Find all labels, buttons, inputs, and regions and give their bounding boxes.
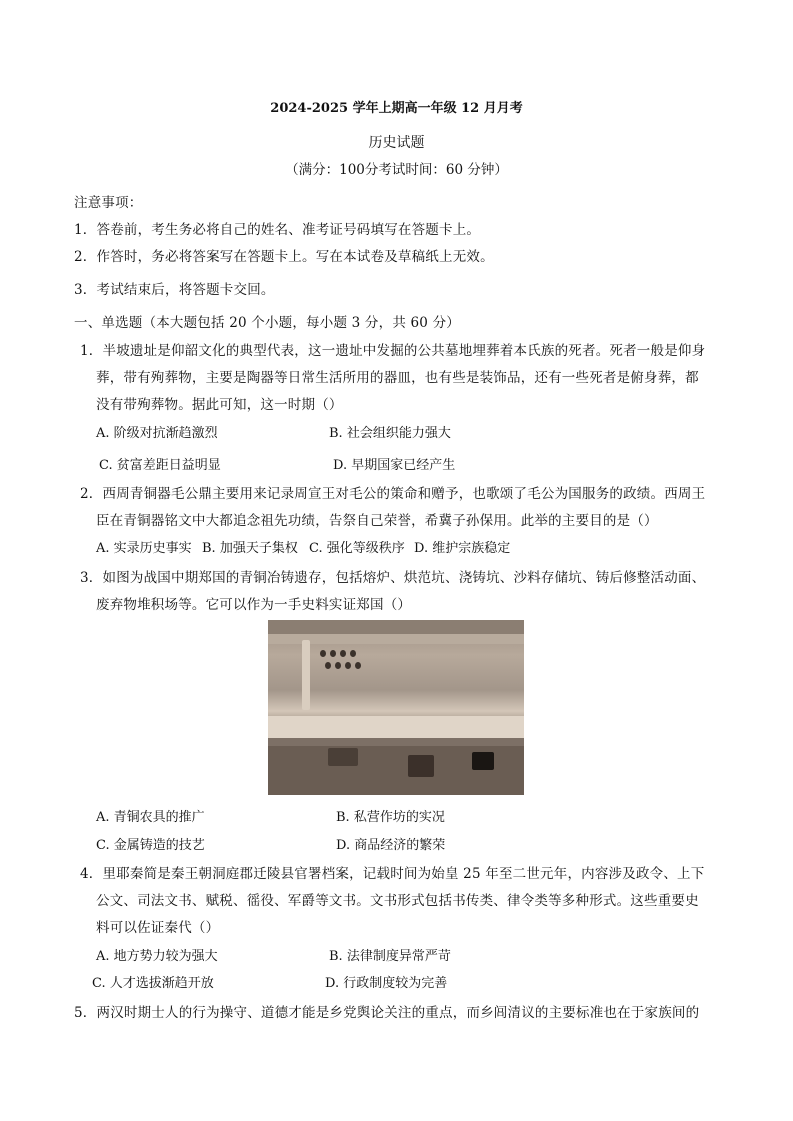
q1-option-b: B. 社会组织能力强大 [329,426,451,441]
q2-option-a: A. 实录历史事实 [96,541,192,556]
exam-info: （满分：100分考试时间：60 分钟） [285,162,508,178]
exam-title: 2024-2025 学年上期高一年级 12 月月考 [270,101,523,116]
note-item: 1．答卷前，考生务必将自己的姓名、准考证号码填写在答题卡上。 [74,222,481,238]
q4-line: 4．里耶秦简是秦王朝洞庭郡迁陵县官署档案，记载时间为始皇 25 年至二世元年，内容涉及政令、上下 [80,866,705,882]
q4-option-c: C. 人才选拔渐趋开放 [92,976,214,991]
note-item: 2．作答时，务必将答案写在答题卡上。写在本试卷及草稿纸上无效。 [74,249,494,265]
q1-line: 1．半坡遗址是仰韶文化的典型代表，这一遗址中发掘的公共墓地埋葬着本氏族的死者。死者一般是仰身 [80,343,706,359]
q4-option-d: D. 行政制度较为完善 [325,976,448,991]
q3-line: 3．如图为战国中期郑国的青铜冶铸遗存，包括熔炉、烘范坑、浇铸坑、沙料存储坑、铸后修整活动面、 [80,570,706,586]
subject-title: 历史试题 [368,135,425,151]
q2-option-d: D. 维护宗族稳定 [414,541,511,556]
q1-option-d: D. 早期国家已经产生 [333,458,456,473]
q2-line: 臣在青铜器铭文中大都追念祖先功绩，告祭自己荣誉，希冀子孙保用。此举的主要目的是（） [96,513,658,529]
q1-line: 没有带殉葬物。据此可知，这一时期（） [96,397,343,413]
q5-line: 5．两汉时期士人的行为操守、道德才能是乡党舆论关注的重点，而乡闾清议的主要标准也在于家族间的 [74,1005,700,1021]
casting-site-photo [268,620,524,795]
q3-option-d: D. 商品经济的繁荣 [336,838,446,853]
q3-line: 废弃物堆积场等。它可以作为一手史料实证郑国（） [96,597,412,613]
q4-line: 公文、司法文书、赋税、徭役、军爵等文书。文书形式包括书传类、律令类等多种形式。这些重要史 [96,893,699,909]
q1-option-c: C. 贫富差距日益明显 [99,458,221,473]
q2-line: 2．西周青铜器毛公鼎主要用来记录周宣王对毛公的策命和赠予，也歌颂了毛公为国服务的政绩。西周王 [80,486,706,502]
q1-option-a: A. 阶级对抗渐趋激烈 [96,426,218,441]
q4-line: 料可以佐证秦代（） [96,920,220,936]
q3-option-c: C. 金属铸造的技艺 [96,838,205,853]
section-heading: 一、单选题（本大题包括 20 个小题，每小题 3 分，共 60 分） [74,315,460,331]
q2-option-b: B. 加强天子集权 [202,541,298,556]
note-item: 3．考试结束后，将答题卡交回。 [74,282,275,298]
q2-option-c: C. 强化等级秩序 [309,541,405,556]
q3-option-a: A. 青铜农具的推广 [96,810,205,825]
q4-option-a: A. 地方势力较为强大 [96,949,218,964]
q4-option-b: B. 法律制度异常严苛 [329,949,451,964]
notes-heading: 注意事项： [74,195,143,211]
q1-line: 葬，带有殉葬物，主要是陶器等日常生活所用的器皿，也有些是装饰品，还有一些死者是俯身葬，都 [96,370,699,386]
q3-option-b: B. 私营作坊的实况 [336,810,445,825]
